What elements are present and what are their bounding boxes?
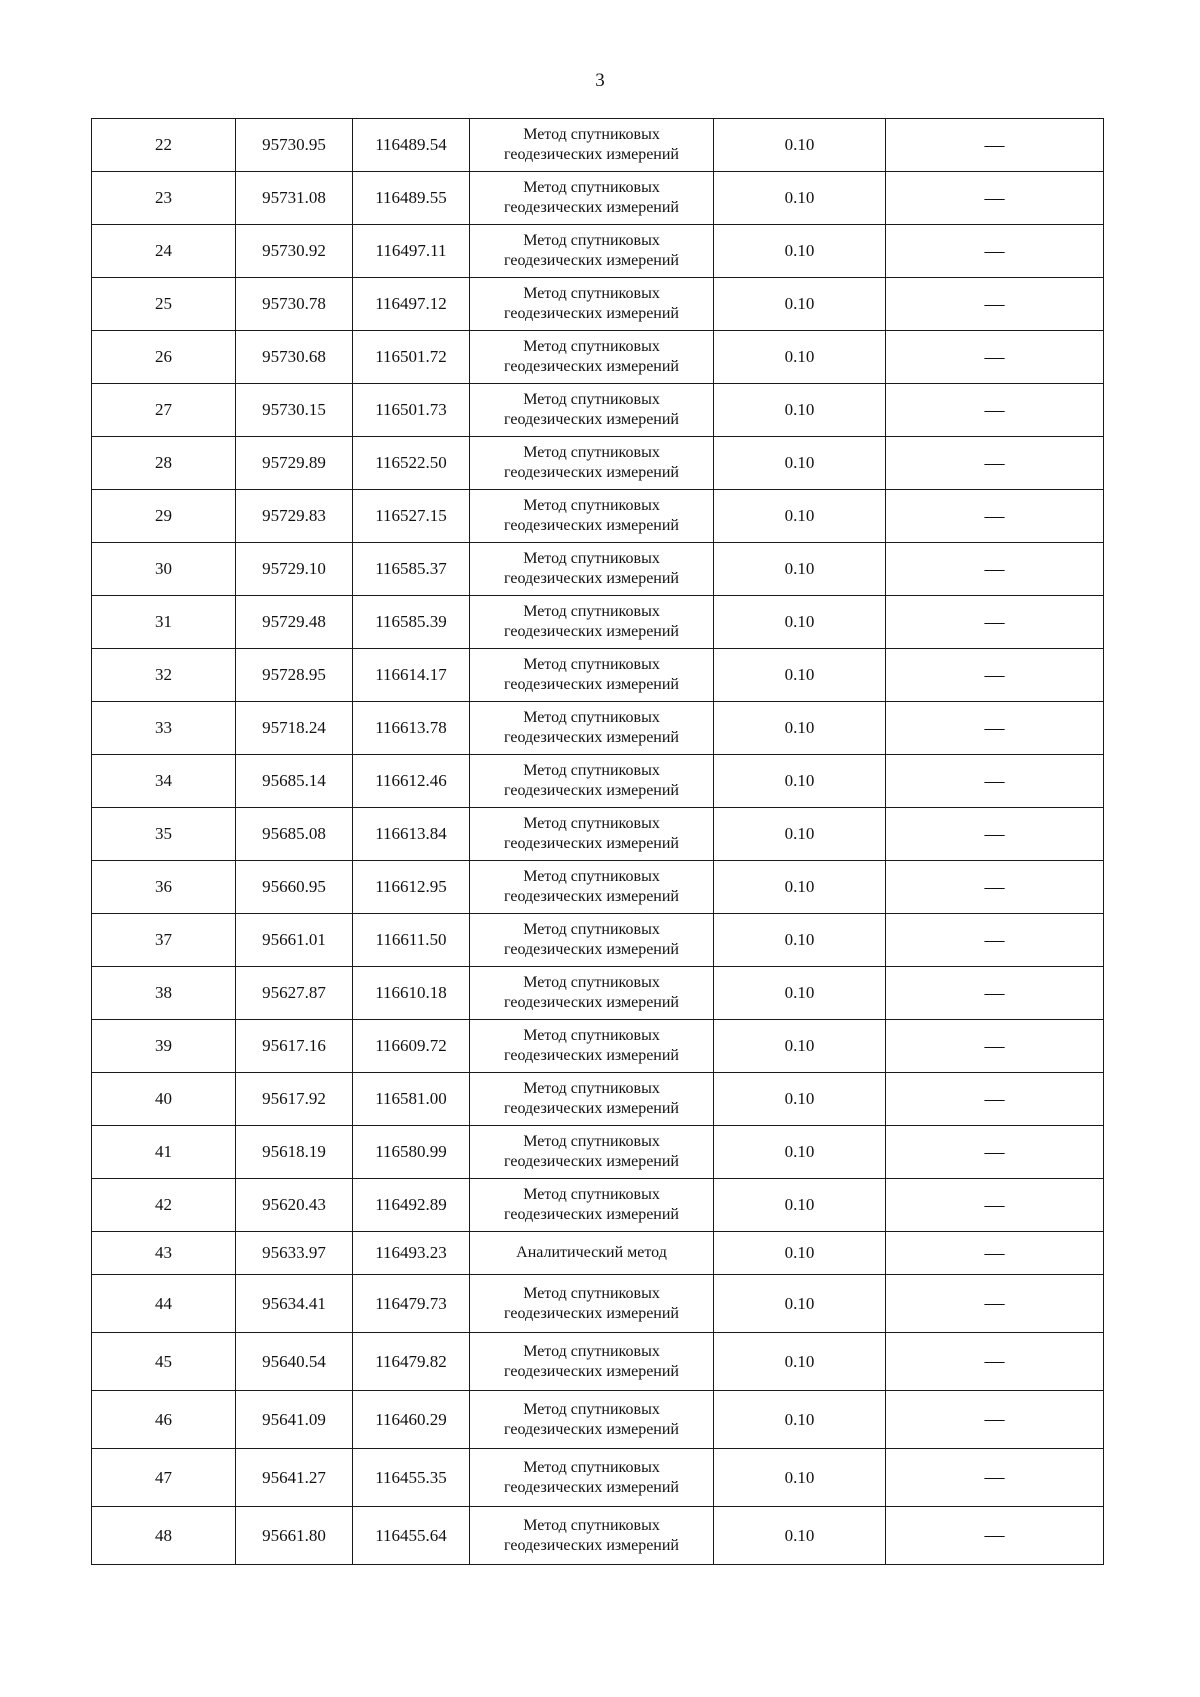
method-cell: Метод спутниковых геодезических измерений xyxy=(470,649,714,702)
note-cell: — xyxy=(886,1391,1104,1449)
point-number-cell: 44 xyxy=(92,1275,236,1333)
accuracy-cell: 0.10 xyxy=(714,1179,886,1232)
x-coordinate-cell: 95730.15 xyxy=(236,384,353,437)
accuracy-cell: 0.10 xyxy=(714,1232,886,1275)
method-cell: Метод спутниковых геодезических измерений xyxy=(470,596,714,649)
method-cell: Метод спутниковых геодезических измерений xyxy=(470,1126,714,1179)
table-row xyxy=(92,437,1104,490)
method-cell: Метод спутниковых геодезических измерений xyxy=(470,172,714,225)
point-number-cell: 41 xyxy=(92,1126,236,1179)
y-coordinate-cell: 116612.95 xyxy=(353,861,470,914)
accuracy-cell: 0.10 xyxy=(714,755,886,808)
y-coordinate-cell: 116585.37 xyxy=(353,543,470,596)
y-coordinate-cell: 116492.89 xyxy=(353,1179,470,1232)
note-cell: — xyxy=(886,1179,1104,1232)
x-coordinate-cell: 95617.92 xyxy=(236,1073,353,1126)
x-coordinate-cell: 95618.19 xyxy=(236,1126,353,1179)
y-coordinate-cell: 116460.29 xyxy=(353,1391,470,1449)
x-coordinate-cell: 95685.08 xyxy=(236,808,353,861)
y-coordinate-cell: 116613.84 xyxy=(353,808,470,861)
method-cell: Метод спутниковых геодезических измерений xyxy=(470,861,714,914)
y-coordinate-cell: 116612.46 xyxy=(353,755,470,808)
point-number-cell: 42 xyxy=(92,1179,236,1232)
point-number-cell: 35 xyxy=(92,808,236,861)
method-cell: Метод спутниковых геодезических измерений xyxy=(470,1073,714,1126)
note-cell: — xyxy=(886,1126,1104,1179)
method-cell: Метод спутниковых геодезических измерений xyxy=(470,1333,714,1391)
note-cell: — xyxy=(886,755,1104,808)
note-cell: — xyxy=(886,914,1104,967)
y-coordinate-cell: 116479.82 xyxy=(353,1333,470,1391)
accuracy-cell: 0.10 xyxy=(714,384,886,437)
note-cell: — xyxy=(886,649,1104,702)
y-coordinate-cell: 116501.73 xyxy=(353,384,470,437)
note-cell: — xyxy=(886,702,1104,755)
method-cell: Метод спутниковых геодезических измерений xyxy=(470,702,714,755)
method-cell: Метод спутниковых геодезических измерений xyxy=(470,1275,714,1333)
accuracy-cell: 0.10 xyxy=(714,225,886,278)
note-cell: — xyxy=(886,967,1104,1020)
point-number-cell: 26 xyxy=(92,331,236,384)
point-number-cell: 43 xyxy=(92,1232,236,1275)
y-coordinate-cell: 116613.78 xyxy=(353,702,470,755)
method-cell: Метод спутниковых геодезических измерений xyxy=(470,967,714,1020)
y-coordinate-cell: 116479.73 xyxy=(353,1275,470,1333)
accuracy-cell: 0.10 xyxy=(714,649,886,702)
coordinates-table-body xyxy=(92,119,1104,1565)
table-row xyxy=(92,808,1104,861)
point-number-cell: 40 xyxy=(92,1073,236,1126)
table-row xyxy=(92,1179,1104,1232)
note-cell: — xyxy=(886,596,1104,649)
y-coordinate-cell: 116497.11 xyxy=(353,225,470,278)
table-row xyxy=(92,914,1104,967)
method-cell: Метод спутниковых геодезических измерений xyxy=(470,119,714,172)
coordinates-table xyxy=(91,118,1104,1565)
accuracy-cell: 0.10 xyxy=(714,1333,886,1391)
point-number-cell: 31 xyxy=(92,596,236,649)
accuracy-cell: 0.10 xyxy=(714,1507,886,1565)
point-number-cell: 34 xyxy=(92,755,236,808)
x-coordinate-cell: 95660.95 xyxy=(236,861,353,914)
y-coordinate-cell: 116522.50 xyxy=(353,437,470,490)
point-number-cell: 48 xyxy=(92,1507,236,1565)
accuracy-cell: 0.10 xyxy=(714,1020,886,1073)
accuracy-cell: 0.10 xyxy=(714,1073,886,1126)
note-cell: — xyxy=(886,225,1104,278)
point-number-cell: 28 xyxy=(92,437,236,490)
x-coordinate-cell: 95634.41 xyxy=(236,1275,353,1333)
table-row xyxy=(92,967,1104,1020)
table-row xyxy=(92,543,1104,596)
accuracy-cell: 0.10 xyxy=(714,861,886,914)
y-coordinate-cell: 116455.35 xyxy=(353,1449,470,1507)
method-cell: Метод спутниковых геодезических измерений xyxy=(470,914,714,967)
y-coordinate-cell: 116501.72 xyxy=(353,331,470,384)
table-row xyxy=(92,861,1104,914)
note-cell: — xyxy=(886,119,1104,172)
accuracy-cell: 0.10 xyxy=(714,808,886,861)
point-number-cell: 33 xyxy=(92,702,236,755)
table-row xyxy=(92,1020,1104,1073)
point-number-cell: 23 xyxy=(92,172,236,225)
method-cell: Метод спутниковых геодезических измерений xyxy=(470,384,714,437)
accuracy-cell: 0.10 xyxy=(714,1126,886,1179)
point-number-cell: 22 xyxy=(92,119,236,172)
accuracy-cell: 0.10 xyxy=(714,543,886,596)
note-cell: — xyxy=(886,172,1104,225)
x-coordinate-cell: 95730.68 xyxy=(236,331,353,384)
note-cell: — xyxy=(886,490,1104,543)
accuracy-cell: 0.10 xyxy=(714,119,886,172)
note-cell: — xyxy=(886,278,1104,331)
note-cell: — xyxy=(886,331,1104,384)
x-coordinate-cell: 95730.78 xyxy=(236,278,353,331)
x-coordinate-cell: 95729.48 xyxy=(236,596,353,649)
table-row xyxy=(92,1333,1104,1391)
table-row xyxy=(92,490,1104,543)
y-coordinate-cell: 116611.50 xyxy=(353,914,470,967)
y-coordinate-cell: 116609.72 xyxy=(353,1020,470,1073)
point-number-cell: 32 xyxy=(92,649,236,702)
note-cell: — xyxy=(886,1333,1104,1391)
accuracy-cell: 0.10 xyxy=(714,172,886,225)
x-coordinate-cell: 95718.24 xyxy=(236,702,353,755)
note-cell: — xyxy=(886,437,1104,490)
table-row xyxy=(92,755,1104,808)
y-coordinate-cell: 116493.23 xyxy=(353,1232,470,1275)
x-coordinate-cell: 95633.97 xyxy=(236,1232,353,1275)
method-cell: Метод спутниковых геодезических измерений xyxy=(470,278,714,331)
table-row xyxy=(92,384,1104,437)
method-cell: Метод спутниковых геодезических измерений xyxy=(470,1507,714,1565)
note-cell: — xyxy=(886,1020,1104,1073)
table-row xyxy=(92,702,1104,755)
method-cell: Метод спутниковых геодезических измерений xyxy=(470,331,714,384)
point-number-cell: 38 xyxy=(92,967,236,1020)
table-row xyxy=(92,331,1104,384)
accuracy-cell: 0.10 xyxy=(714,1449,886,1507)
table-row xyxy=(92,172,1104,225)
y-coordinate-cell: 116497.12 xyxy=(353,278,470,331)
method-cell: Метод спутниковых геодезических измерений xyxy=(470,543,714,596)
note-cell: — xyxy=(886,1449,1104,1507)
table-row xyxy=(92,119,1104,172)
x-coordinate-cell: 95729.89 xyxy=(236,437,353,490)
y-coordinate-cell: 116489.54 xyxy=(353,119,470,172)
accuracy-cell: 0.10 xyxy=(714,490,886,543)
method-cell: Метод спутниковых геодезических измерений xyxy=(470,755,714,808)
x-coordinate-cell: 95728.95 xyxy=(236,649,353,702)
table-row xyxy=(92,225,1104,278)
point-number-cell: 25 xyxy=(92,278,236,331)
method-cell: Метод спутниковых геодезических измерений xyxy=(470,225,714,278)
note-cell: — xyxy=(886,861,1104,914)
table-row xyxy=(92,1449,1104,1507)
note-cell: — xyxy=(886,1507,1104,1565)
method-cell: Метод спутниковых геодезических измерений xyxy=(470,437,714,490)
accuracy-cell: 0.10 xyxy=(714,702,886,755)
table-row xyxy=(92,1391,1104,1449)
note-cell: — xyxy=(886,384,1104,437)
x-coordinate-cell: 95641.27 xyxy=(236,1449,353,1507)
x-coordinate-cell: 95661.01 xyxy=(236,914,353,967)
table-row xyxy=(92,1232,1104,1275)
note-cell: — xyxy=(886,1073,1104,1126)
table-row xyxy=(92,278,1104,331)
accuracy-cell: 0.10 xyxy=(714,596,886,649)
y-coordinate-cell: 116581.00 xyxy=(353,1073,470,1126)
x-coordinate-cell: 95729.83 xyxy=(236,490,353,543)
table-row xyxy=(92,1507,1104,1565)
x-coordinate-cell: 95617.16 xyxy=(236,1020,353,1073)
accuracy-cell: 0.10 xyxy=(714,331,886,384)
x-coordinate-cell: 95731.08 xyxy=(236,172,353,225)
y-coordinate-cell: 116580.99 xyxy=(353,1126,470,1179)
x-coordinate-cell: 95730.92 xyxy=(236,225,353,278)
table-row xyxy=(92,649,1104,702)
y-coordinate-cell: 116527.15 xyxy=(353,490,470,543)
point-number-cell: 37 xyxy=(92,914,236,967)
page-number: 3 xyxy=(595,70,605,91)
accuracy-cell: 0.10 xyxy=(714,278,886,331)
point-number-cell: 36 xyxy=(92,861,236,914)
x-coordinate-cell: 95685.14 xyxy=(236,755,353,808)
x-coordinate-cell: 95730.95 xyxy=(236,119,353,172)
table-row xyxy=(92,1126,1104,1179)
x-coordinate-cell: 95729.10 xyxy=(236,543,353,596)
accuracy-cell: 0.10 xyxy=(714,437,886,490)
point-number-cell: 39 xyxy=(92,1020,236,1073)
note-cell: — xyxy=(886,1275,1104,1333)
method-cell: Метод спутниковых геодезических измерений xyxy=(470,1391,714,1449)
accuracy-cell: 0.10 xyxy=(714,1391,886,1449)
note-cell: — xyxy=(886,808,1104,861)
point-number-cell: 27 xyxy=(92,384,236,437)
y-coordinate-cell: 116489.55 xyxy=(353,172,470,225)
x-coordinate-cell: 95641.09 xyxy=(236,1391,353,1449)
table-row xyxy=(92,1073,1104,1126)
accuracy-cell: 0.10 xyxy=(714,1275,886,1333)
point-number-cell: 46 xyxy=(92,1391,236,1449)
method-cell: Аналитический метод xyxy=(470,1232,714,1275)
method-cell: Метод спутниковых геодезических измерений xyxy=(470,1179,714,1232)
table-row xyxy=(92,1275,1104,1333)
x-coordinate-cell: 95620.43 xyxy=(236,1179,353,1232)
method-cell: Метод спутниковых геодезических измерений xyxy=(470,1449,714,1507)
table-row xyxy=(92,596,1104,649)
method-cell: Метод спутниковых геодезических измерений xyxy=(470,1020,714,1073)
point-number-cell: 29 xyxy=(92,490,236,543)
point-number-cell: 47 xyxy=(92,1449,236,1507)
accuracy-cell: 0.10 xyxy=(714,914,886,967)
point-number-cell: 24 xyxy=(92,225,236,278)
note-cell: — xyxy=(886,1232,1104,1275)
y-coordinate-cell: 116585.39 xyxy=(353,596,470,649)
y-coordinate-cell: 116614.17 xyxy=(353,649,470,702)
x-coordinate-cell: 95627.87 xyxy=(236,967,353,1020)
accuracy-cell: 0.10 xyxy=(714,967,886,1020)
y-coordinate-cell: 116610.18 xyxy=(353,967,470,1020)
method-cell: Метод спутниковых геодезических измерений xyxy=(470,490,714,543)
x-coordinate-cell: 95640.54 xyxy=(236,1333,353,1391)
note-cell: — xyxy=(886,543,1104,596)
y-coordinate-cell: 116455.64 xyxy=(353,1507,470,1565)
point-number-cell: 45 xyxy=(92,1333,236,1391)
point-number-cell: 30 xyxy=(92,543,236,596)
method-cell: Метод спутниковых геодезических измерений xyxy=(470,808,714,861)
x-coordinate-cell: 95661.80 xyxy=(236,1507,353,1565)
